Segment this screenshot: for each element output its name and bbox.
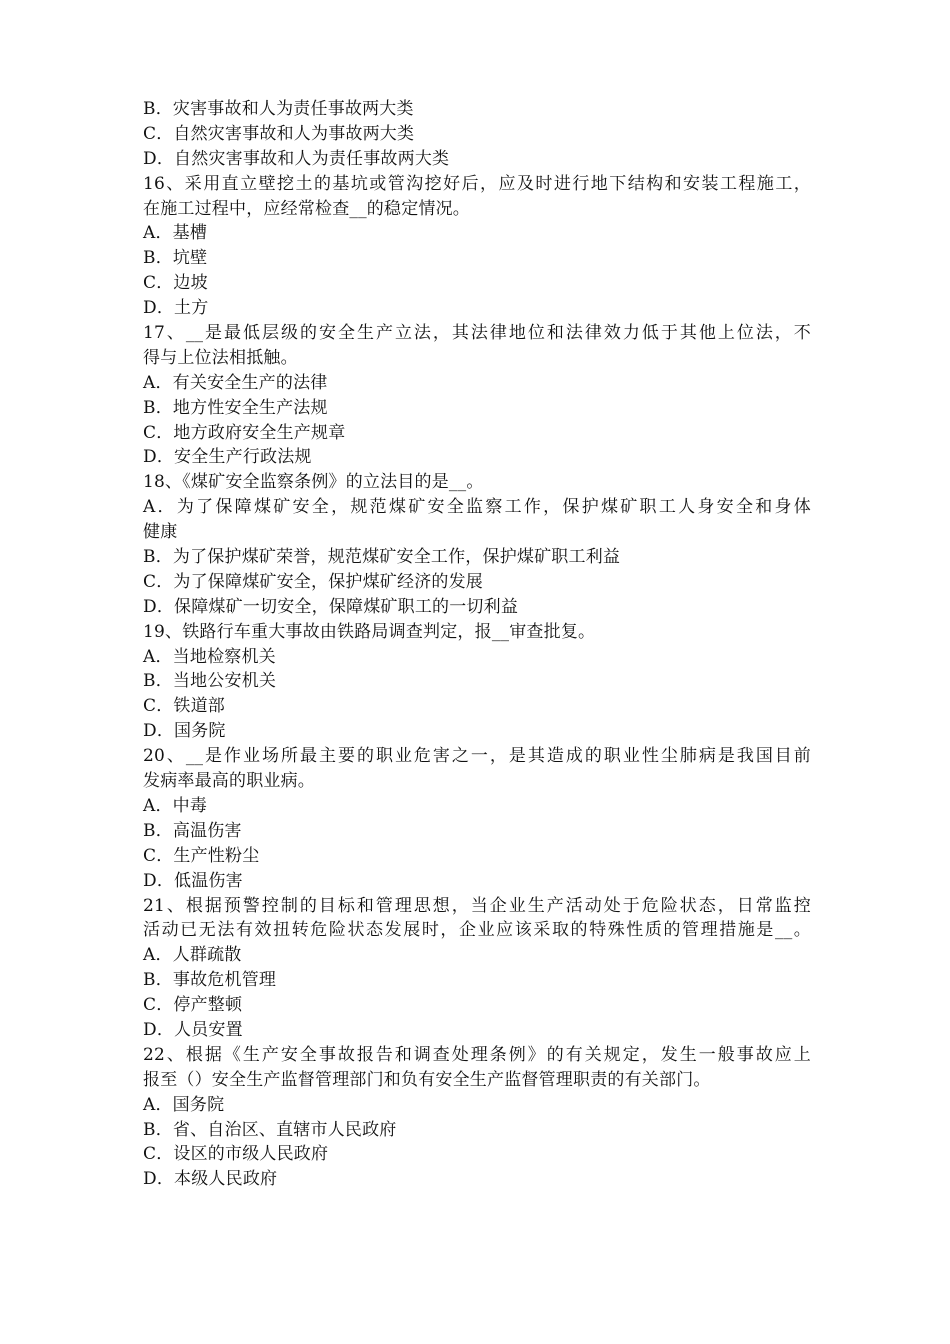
option-line: A．当地检察机关 [143, 646, 276, 667]
option-line: C．边坡 [143, 273, 208, 294]
option-line: B．省、自治区、直辖市人民政府 [143, 1119, 397, 1140]
option-line: A．基槽 [143, 223, 208, 244]
option-line: C．生产性粉尘 [143, 845, 260, 866]
option-line: C．为了保障煤矿安全，保护煤矿经济的发展 [143, 571, 484, 592]
option-line: D．自然灾害事故和人为责任事故两大类 [143, 148, 450, 169]
option-line: D．低温伤害 [143, 870, 243, 891]
option-line: C．自然灾害事故和人为事故两大类 [143, 123, 415, 144]
option-line: A．国务院 [143, 1094, 225, 1115]
option-line: C．铁道部 [143, 696, 226, 717]
question-20-line: 20、__是作业场所最主要的职业危害之一，是其造成的职业性尘肺病是我国目前 [143, 746, 811, 767]
option-line: B．地方性安全生产法规 [143, 397, 328, 418]
option-line: C．设区的市级人民政府 [143, 1144, 329, 1165]
question-21-line: 21、根据预警控制的目标和管理思想，当企业生产活动处于危险状态，日常监控 [143, 895, 811, 916]
option-line: D．人员安置 [143, 1019, 243, 1040]
question-18-line: 18、《煤矿安全监察条例》的立法目的是__。 [143, 472, 484, 493]
option-line: 健康 [143, 522, 178, 543]
option-line: C．停产整顿 [143, 995, 243, 1016]
question-17-line: 17、__是最低层级的安全生产立法，其法律地位和法律效力低于其他上位法，不 [143, 323, 811, 344]
question-22-line: 22、根据《生产安全事故报告和调查处理条例》的有关规定，发生一般事故应上 [143, 1044, 811, 1065]
option-line: B．坑壁 [143, 248, 208, 269]
option-line: D．土方 [143, 298, 209, 319]
option-line: B．为了保护煤矿荣誉，规范煤矿安全工作，保护煤矿职工利益 [143, 547, 621, 568]
question-17-line: 得与上位法相抵触。 [143, 347, 298, 368]
option-line: D．保障煤矿一切安全，保障煤矿职工的一切利益 [143, 596, 519, 617]
question-16-line: 16、采用直立壁挖土的基坑或管沟挖好后，应及时进行地下结构和安装工程施工， [143, 173, 811, 194]
option-line: D．国务院 [143, 721, 226, 742]
question-21-line: 活动已无法有效扭转危险状态发展时，企业应该采取的特殊性质的管理措施是__。 [143, 920, 811, 941]
option-line: A．为了保障煤矿安全，规范煤矿安全监察工作，保护煤矿职工人身安全和身体 [143, 497, 811, 518]
option-line: D．本级人民政府 [143, 1169, 278, 1190]
option-line: A．中毒 [143, 795, 208, 816]
question-20-line: 发病率最高的职业病。 [143, 771, 315, 792]
option-line: A．人群疏散 [143, 945, 242, 966]
option-line: D．安全生产行政法规 [143, 447, 312, 468]
option-line: B．灾害事故和人为责任事故两大类 [143, 99, 414, 119]
question-19-line: 19、铁路行车重大事故由铁路局调查判定，报__审查批复。 [143, 621, 596, 642]
question-16-line: 在施工过程中，应经常检查__的稳定情况。 [143, 198, 470, 219]
document-body [143, 97, 811, 1192]
question-22-line: 报至（）安全生产监督管理部门和负有安全生产监督管理职责的有关部门。 [143, 1069, 711, 1090]
option-line: B．当地公安机关 [143, 671, 277, 692]
option-line: A．有关安全生产的法律 [143, 372, 328, 393]
option-line: B．高温伤害 [143, 820, 242, 841]
option-line: C．地方政府安全生产规章 [143, 422, 346, 443]
option-line: B．事故危机管理 [143, 970, 277, 991]
